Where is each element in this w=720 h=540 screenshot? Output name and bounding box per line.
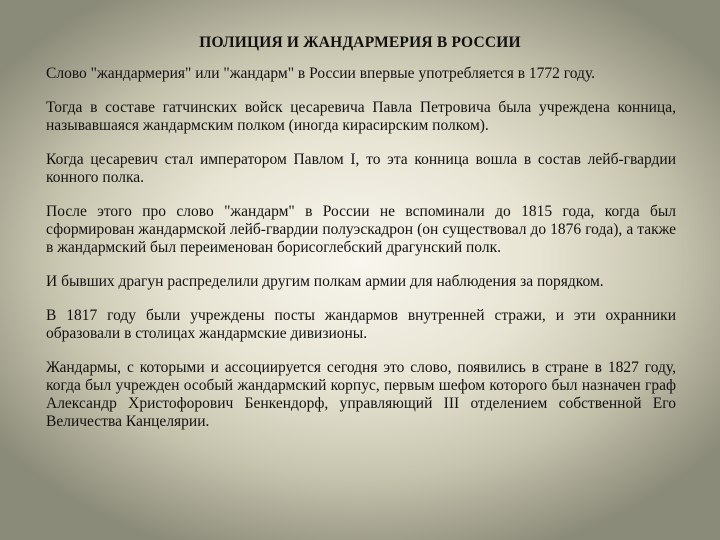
paragraph-4: После этого про слово "жандарм" в России не вспоминали до 1815 года, когда был сформирован жандармской лейб-гвардии полуэскадрон (он существовал до 1876 года), а также в жандармский был переименован борисоглебский драгунский полк.	[46, 203, 676, 256]
paragraph-7: Жандармы, с которыми и ассоциируется сегодня это слово, появились в стране в 1827 году, когда был учрежден особый жандармский корпус, первым шефом которого был назначен граф Александр Христофорович Бенкендорф, управляющий III отделением собственной Его Величества Канцелярии.	[46, 359, 676, 430]
paragraph-3: Когда цесаревич стал императором Павлом I, то эта конница вошла в состав лейб-гвардии конного полка.	[46, 151, 676, 186]
slide-body	[46, 65, 676, 447]
paragraph-1: Слово "жандармерия" или "жандарм" в России впервые употребляется в 1772 году.	[46, 65, 596, 82]
slide-title: ПОЛИЦИЯ И ЖАНДАРМЕРИЯ В РОССИИ	[199, 34, 521, 51]
paragraph-2: Тогда в составе гатчинских войск цесаревича Павла Петровича была учреждена конница, называвшаяся жандармским полком (иногда кирасирским полком).	[46, 99, 676, 134]
paragraph-5: И бывших драгун распределили другим полкам армии для наблюдения за порядком.	[46, 273, 604, 290]
paragraph-6: В 1817 году были учреждены посты жандармов внутренней стражи, и эти охранники образовали в столицах жандармские дивизионы.	[46, 307, 676, 342]
